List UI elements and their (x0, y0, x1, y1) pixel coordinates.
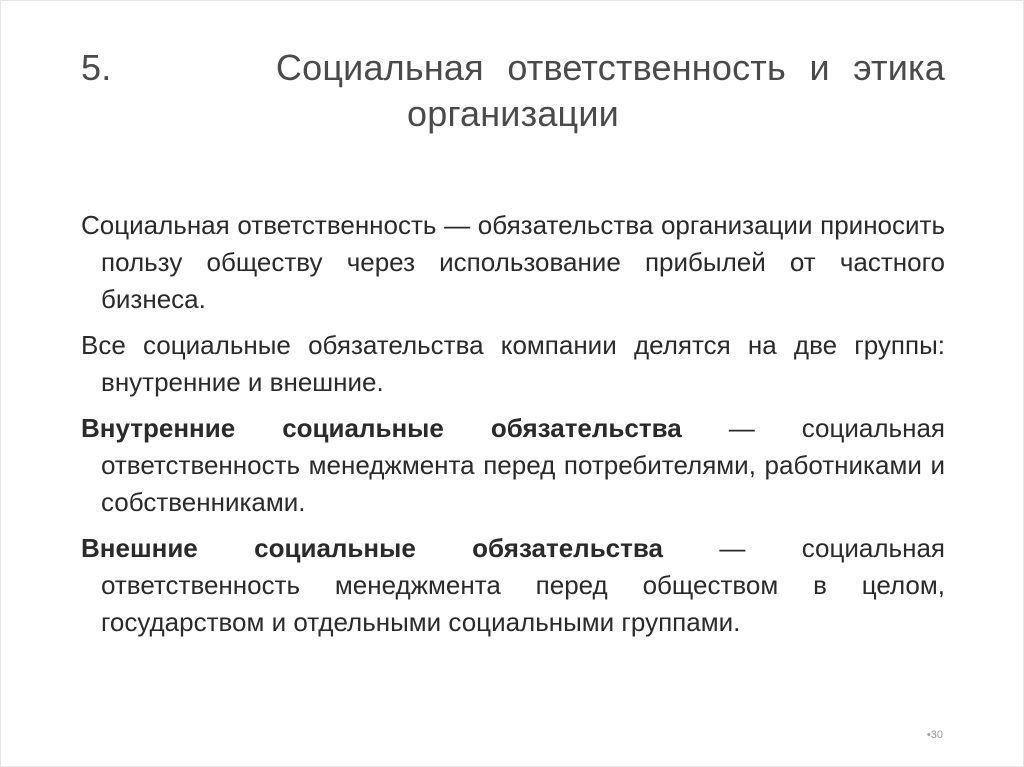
paragraph-text: — социальная ответственность менеджмента перед потребителями, работниками и собственниками. (101, 413, 945, 517)
slide-title: 5. Социальная ответственность и этика организации (81, 47, 945, 134)
paragraph-definition (81, 207, 945, 318)
paragraph-bold-lead: Внутренние социальные обязательства (81, 413, 682, 443)
page-number: •30 (926, 729, 943, 741)
paragraph-internal-obligations (81, 410, 945, 521)
paragraph-text: Социальная ответственность — обязательства организации приносить пользу обществу через использование прибылей от частного бизнеса. (81, 210, 945, 314)
paragraph-groups (81, 327, 945, 401)
paragraph-text: — социальная ответственность менеджмента перед обществом в целом, государством и отдельными социальными группами. (101, 533, 945, 637)
paragraph-external-obligations (81, 530, 945, 641)
slide-body (81, 207, 945, 650)
paragraph-bold-lead: Внешние социальные обязательства (81, 533, 663, 563)
paragraph-text: Все социальные обязательства компании делятся на две группы: внутренние и внешние. (81, 330, 945, 397)
page-number-value: 30 (930, 729, 943, 741)
